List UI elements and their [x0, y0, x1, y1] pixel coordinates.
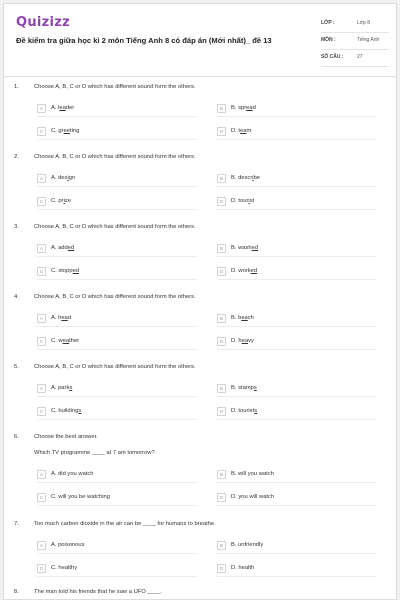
option-underline	[217, 256, 377, 257]
option-text-part: D. work	[231, 268, 251, 274]
option-underline	[37, 505, 197, 506]
answer-option-d[interactable]	[217, 197, 377, 209]
underlined-sound: ea	[62, 338, 70, 344]
option-text-part: B. unfriendly	[231, 542, 264, 548]
option-text-part: D. h	[231, 338, 242, 344]
underlined-sound: i	[63, 198, 65, 204]
option-text-part: B. wash	[231, 245, 252, 251]
option-text-part: D. health	[231, 565, 255, 571]
option-text-part: B. descr	[231, 175, 253, 181]
question-number: 7.	[14, 521, 19, 527]
answer-option-d[interactable]	[217, 564, 377, 576]
question-text: Too much carbon dioxide in the air can be ____ for humans to breathe.	[34, 521, 216, 527]
option-text	[51, 198, 71, 204]
meta-key: SỐ CÂU :	[321, 54, 344, 60]
option-text	[231, 105, 256, 111]
option-underline	[217, 209, 377, 210]
question-text: Choose A, B, C or D which has different sound form the others.	[34, 364, 196, 370]
option-underline	[37, 419, 197, 420]
option-underline	[217, 396, 377, 397]
answer-option-d[interactable]	[217, 337, 377, 349]
option-letter-box: B	[217, 541, 226, 550]
option-letter-box: B	[217, 104, 226, 113]
option-text	[51, 105, 74, 111]
answer-option-a[interactable]	[37, 104, 197, 116]
option-letter-box: D	[217, 493, 226, 502]
option-text	[51, 315, 71, 321]
option-text	[231, 494, 274, 500]
option-text	[231, 175, 260, 181]
option-text	[231, 198, 254, 204]
underlined-sound: s	[253, 385, 257, 391]
worksheet-page	[3, 3, 397, 600]
option-underline	[37, 576, 197, 577]
underlined-sound: ea	[61, 315, 68, 321]
meta-row-class	[321, 16, 389, 33]
option-text-part: D. you will watch	[231, 494, 275, 500]
question-number: 1.	[14, 84, 19, 90]
answer-option-b[interactable]	[217, 174, 377, 186]
underlined-sound: ed	[72, 268, 80, 274]
option-text-part: B. spr	[231, 105, 247, 111]
meta-row-count	[321, 50, 389, 67]
option-text	[231, 408, 257, 414]
worksheet-title: Đề kiểm tra giữa học kì 2 môn Tiếng Anh 8 có đáp án (Mới nhất)_ đề 13	[16, 36, 272, 45]
option-text-part: ch	[247, 315, 254, 321]
option-text	[51, 408, 81, 414]
option-text-part: be	[253, 175, 261, 181]
worksheet-header	[4, 4, 396, 74]
question-number: 5.	[14, 364, 19, 370]
option-text	[51, 338, 79, 344]
option-underline	[37, 256, 197, 257]
question-number: 2.	[14, 154, 19, 160]
option-letter-box: D	[217, 127, 226, 136]
answer-option-c[interactable]	[37, 197, 197, 209]
underlined-sound: i	[252, 175, 254, 181]
worksheet-meta	[321, 16, 389, 67]
option-text-part: der	[65, 105, 75, 111]
option-text-part: ther	[69, 338, 80, 344]
option-underline	[37, 139, 197, 140]
question-number: 4.	[14, 294, 19, 300]
answer-option-a[interactable]	[37, 174, 197, 186]
option-text	[231, 542, 263, 548]
option-text-part: B. b	[231, 315, 242, 321]
option-letter-box: A	[37, 244, 46, 253]
option-underline	[37, 209, 197, 210]
option-text-part: D. t	[231, 128, 241, 134]
answer-option-d[interactable]	[217, 407, 377, 419]
option-text	[51, 565, 77, 571]
answer-option-b[interactable]	[217, 470, 377, 482]
option-text-part: gn	[68, 175, 76, 181]
option-underline	[217, 116, 377, 117]
option-text	[51, 471, 94, 477]
answer-option-d[interactable]	[217, 127, 377, 139]
question-text: The man told his friends that he saw a UFO ____.	[34, 589, 162, 595]
option-underline	[37, 396, 197, 397]
option-text-part: ze	[64, 198, 71, 204]
option-letter-box: A	[37, 470, 46, 479]
option-text	[51, 268, 79, 274]
meta-row-subject	[321, 33, 389, 50]
underlined-sound: ea	[241, 315, 248, 321]
question-number: 8.	[14, 589, 19, 595]
option-letter-box: A	[37, 384, 46, 393]
answer-option-a[interactable]	[37, 314, 197, 326]
option-underline	[217, 482, 377, 483]
option-letter-box: D	[217, 197, 226, 206]
option-letter-box: D	[217, 564, 226, 573]
question-text: Choose the best answer.	[34, 434, 98, 440]
answer-option-d[interactable]	[217, 267, 377, 279]
option-text-part: vy	[248, 338, 254, 344]
question-text: Choose A, B, C or D which has different sound form the others.	[34, 154, 196, 160]
underlined-sound: ee	[63, 128, 71, 134]
option-underline	[37, 116, 197, 117]
option-text-part: st	[249, 198, 255, 204]
answer-option-c[interactable]	[37, 407, 197, 419]
answer-option-c[interactable]	[37, 267, 197, 279]
option-letter-box: D	[217, 267, 226, 276]
quizizz-logo: Quizizz	[16, 15, 71, 30]
option-letter-box: B	[217, 384, 226, 393]
option-letter-box: A	[37, 541, 46, 550]
option-underline	[217, 349, 377, 350]
option-text-part: C. pr	[51, 198, 64, 204]
option-letter-box: A	[37, 104, 46, 113]
option-underline	[217, 505, 377, 506]
answer-option-c[interactable]	[37, 564, 197, 576]
option-text	[51, 175, 75, 181]
underlined-sound: ea	[246, 105, 253, 111]
option-text-part: C. will you be watching	[51, 494, 110, 500]
option-text	[51, 245, 74, 251]
underlined-sound: s	[69, 385, 73, 391]
option-letter-box: B	[217, 314, 226, 323]
answer-option-c[interactable]	[37, 127, 197, 139]
option-underline	[217, 553, 377, 554]
underlined-sound: i	[67, 175, 69, 181]
answer-option-b[interactable]	[217, 541, 377, 553]
question-subtext: Which TV programme ____ at 7 am tomorrow?	[34, 450, 155, 456]
question-text: Choose A, B, C or D which has different sound form the others.	[34, 84, 196, 90]
underlined-sound: ea	[241, 338, 249, 344]
option-text-part: A. poisonous	[51, 542, 85, 548]
option-underline	[217, 419, 377, 420]
question-number: 6.	[14, 434, 19, 440]
option-text-part: C. building	[51, 408, 79, 414]
option-letter-box: C	[37, 127, 46, 136]
option-text	[51, 542, 85, 548]
option-text	[51, 128, 79, 134]
option-text	[231, 385, 257, 391]
answer-option-b[interactable]	[217, 104, 377, 116]
option-letter-box: C	[37, 493, 46, 502]
option-underline	[37, 186, 197, 187]
option-letter-box: C	[37, 197, 46, 206]
answer-option-b[interactable]	[217, 384, 377, 396]
question-number: 3.	[14, 224, 19, 230]
question-text: Choose A, B, C or D which has different sound form the others.	[34, 294, 196, 300]
option-text-part: A. l	[51, 105, 60, 111]
option-letter-box: C	[37, 267, 46, 276]
option-underline	[37, 482, 197, 483]
underlined-sound: ea	[240, 128, 247, 134]
option-text-part: D. tour	[231, 198, 249, 204]
option-text-part: ting	[70, 128, 80, 134]
question-text: Choose A, B, C or D which has different sound form the others.	[34, 224, 196, 230]
option-text	[231, 315, 254, 321]
option-letter-box: B	[217, 244, 226, 253]
option-text-part: d	[252, 105, 256, 111]
option-text	[231, 565, 254, 571]
underlined-sound: ed	[250, 268, 258, 274]
option-text-part: C. healthy	[51, 565, 78, 571]
option-letter-box: A	[37, 314, 46, 323]
option-underline	[217, 139, 377, 140]
underlined-sound: ed	[251, 245, 259, 251]
meta-value: Lớp 8	[357, 20, 371, 26]
option-text-part: A. des	[51, 175, 68, 181]
answer-option-d[interactable]	[217, 493, 377, 505]
option-text	[231, 245, 258, 251]
option-text-part: d	[67, 315, 71, 321]
option-text	[51, 385, 72, 391]
option-underline	[217, 279, 377, 280]
answer-option-a[interactable]	[37, 470, 197, 482]
option-text-part: C. stopp	[51, 268, 73, 274]
option-text-part: C. gr	[51, 128, 64, 134]
option-text-part: m	[246, 128, 252, 134]
meta-value: Tiếng Anh	[357, 37, 380, 43]
option-text-part: A. did you watch	[51, 471, 94, 477]
answer-option-c[interactable]	[37, 337, 197, 349]
meta-value: 27	[357, 54, 363, 60]
answer-option-a[interactable]	[37, 244, 197, 256]
option-letter-box: D	[217, 337, 226, 346]
option-underline	[217, 186, 377, 187]
option-text	[51, 494, 110, 500]
underlined-sound: ed	[67, 245, 75, 251]
option-underline	[37, 279, 197, 280]
option-text-part: D. tourist	[231, 408, 255, 414]
meta-key: LỚP :	[321, 20, 335, 26]
underlined-sound: s	[78, 408, 82, 414]
meta-key: MÔN :	[321, 37, 336, 43]
option-letter-box: C	[37, 407, 46, 416]
underlined-sound: s	[254, 408, 258, 414]
underlined-sound: i	[248, 198, 250, 204]
option-text-part: A. add	[51, 245, 68, 251]
option-letter-box: A	[37, 174, 46, 183]
option-letter-box: D	[217, 407, 226, 416]
header-divider	[4, 76, 396, 77]
option-text	[231, 471, 274, 477]
underlined-sound: ea	[59, 105, 66, 111]
option-text-part: B. stamp	[231, 385, 254, 391]
answer-option-a[interactable]	[37, 384, 197, 396]
option-letter-box: C	[37, 337, 46, 346]
answer-option-b[interactable]	[217, 244, 377, 256]
answer-option-b[interactable]	[217, 314, 377, 326]
option-text-part: B. will you watch	[231, 471, 274, 477]
option-letter-box: B	[217, 470, 226, 479]
option-letter-box: C	[37, 564, 46, 573]
option-underline	[37, 553, 197, 554]
answer-option-c[interactable]	[37, 493, 197, 505]
option-text	[231, 128, 251, 134]
option-underline	[37, 326, 197, 327]
option-text	[231, 268, 257, 274]
option-underline	[37, 349, 197, 350]
option-letter-box: B	[217, 174, 226, 183]
option-text-part: A. h	[51, 315, 62, 321]
option-text	[231, 338, 254, 344]
option-underline	[217, 576, 377, 577]
option-text-part: C. w	[51, 338, 63, 344]
option-text-part: A. park	[51, 385, 70, 391]
option-underline	[217, 326, 377, 327]
answer-option-a[interactable]	[37, 541, 197, 553]
